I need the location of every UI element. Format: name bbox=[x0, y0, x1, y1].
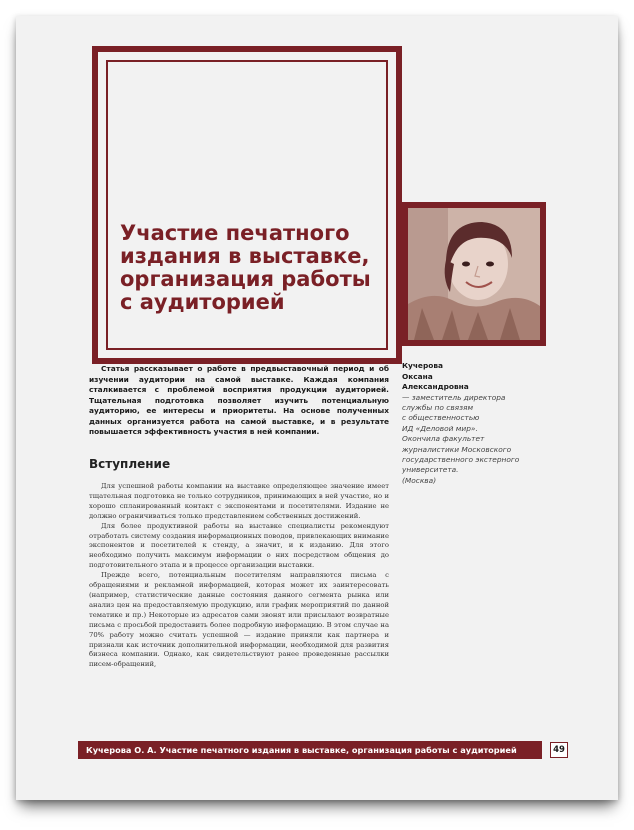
author-bio bbox=[402, 393, 552, 487]
title-panel bbox=[92, 46, 402, 364]
body-paragraph: Для успешной работы компании на выставке определяющее значение имеет тщательная подготовка не только сотрудников, принимающих в ней участие, но и хорошо спланированный контакт с экспонентами и посетителями. Издание не должно ограничиваться только представлением собственных достижений. bbox=[89, 482, 389, 520]
article-title-line: Участие печатного bbox=[120, 221, 350, 245]
page-number: 49 bbox=[550, 742, 568, 758]
author-bio-line: — заместитель директора bbox=[402, 392, 506, 402]
author-name-line: Кучерова bbox=[402, 361, 443, 370]
author-portrait-image bbox=[408, 208, 540, 340]
author-bio-line: (Москва) bbox=[402, 475, 437, 485]
author-bio-line: журналистики Московского bbox=[402, 444, 512, 454]
title-panel-frame bbox=[106, 60, 388, 350]
article-title-line: организация работы bbox=[120, 267, 371, 291]
author-bio-line: государственного экстерного bbox=[402, 454, 520, 464]
article-body bbox=[89, 482, 389, 670]
body-paragraph: Для более продуктивной работы на выставке специалисты рекомендуют отработать систему создания информационных поводов, привлекающих внимание экспонентов и посетителей к стенду, а значит, и к изданию. Для этого необходимо получить максимум информации о них посредством общения до подготовительного этапа и в процессе организации выставки. bbox=[89, 521, 389, 570]
author-photo bbox=[408, 208, 540, 340]
article-title-line: издания в выставке, bbox=[120, 244, 370, 268]
article-title bbox=[120, 222, 371, 314]
author-info-block bbox=[402, 361, 552, 486]
author-bio-line: ИД «Деловой мир». bbox=[402, 423, 478, 433]
author-bio-line: Окончила факультет bbox=[402, 434, 485, 444]
running-footer bbox=[78, 741, 542, 759]
author-name bbox=[402, 361, 552, 393]
author-bio-line: с общественностью bbox=[402, 413, 480, 423]
author-photo-frame bbox=[402, 202, 546, 346]
body-paragraph: Прежде всего, потенциальным посетителям направляются письма с обращениями и рекламной информацией, которая может их заинтересовать (например, статистические данные состояния данного сегмента рынка или анализ цен на предоставляемую продукцию, или график мероприятий по данной тематике и пр.) Некоторые из адресатов сами звонят или присылают возвратные письма с просьбой предоставить более подробную информацию. В этом случае на 70% работу можно считать успешной — издание приняли как партнера и признали как источник дополнительной информации, необходимой для развития бизнеса компании. Однако, как свидетельствуют ранее проведенные рассылки писем-обращений, bbox=[89, 571, 389, 669]
article-abstract: Статья рассказывает о работе в предвыставочный период и об изучении аудитории на самой выставке. Каждая компания сталкивается с проблемой восприятия продукции аудиторией. Тщательная подготовка позволяет изучить потенциальную аудиторию, ее интересы и приоритеты. На основе полученных данных организуется работа на самой выставке, и в результате повышается эффективность участия в ней компании. bbox=[89, 364, 389, 436]
author-name-line: Оксана bbox=[402, 371, 433, 381]
author-bio-line: университета. bbox=[402, 465, 459, 475]
author-bio-line: службы по связям bbox=[402, 402, 474, 412]
title-panel-inner bbox=[98, 52, 396, 358]
section-title: Вступление bbox=[89, 457, 171, 471]
running-footer-title: Кучерова О. А. Участие печатного издания в выставке, организация работы с аудиторией bbox=[86, 745, 517, 755]
author-name-line: Александровна bbox=[402, 382, 469, 391]
magazine-page bbox=[16, 16, 618, 800]
article-title-line: с аудиторией bbox=[120, 290, 285, 314]
